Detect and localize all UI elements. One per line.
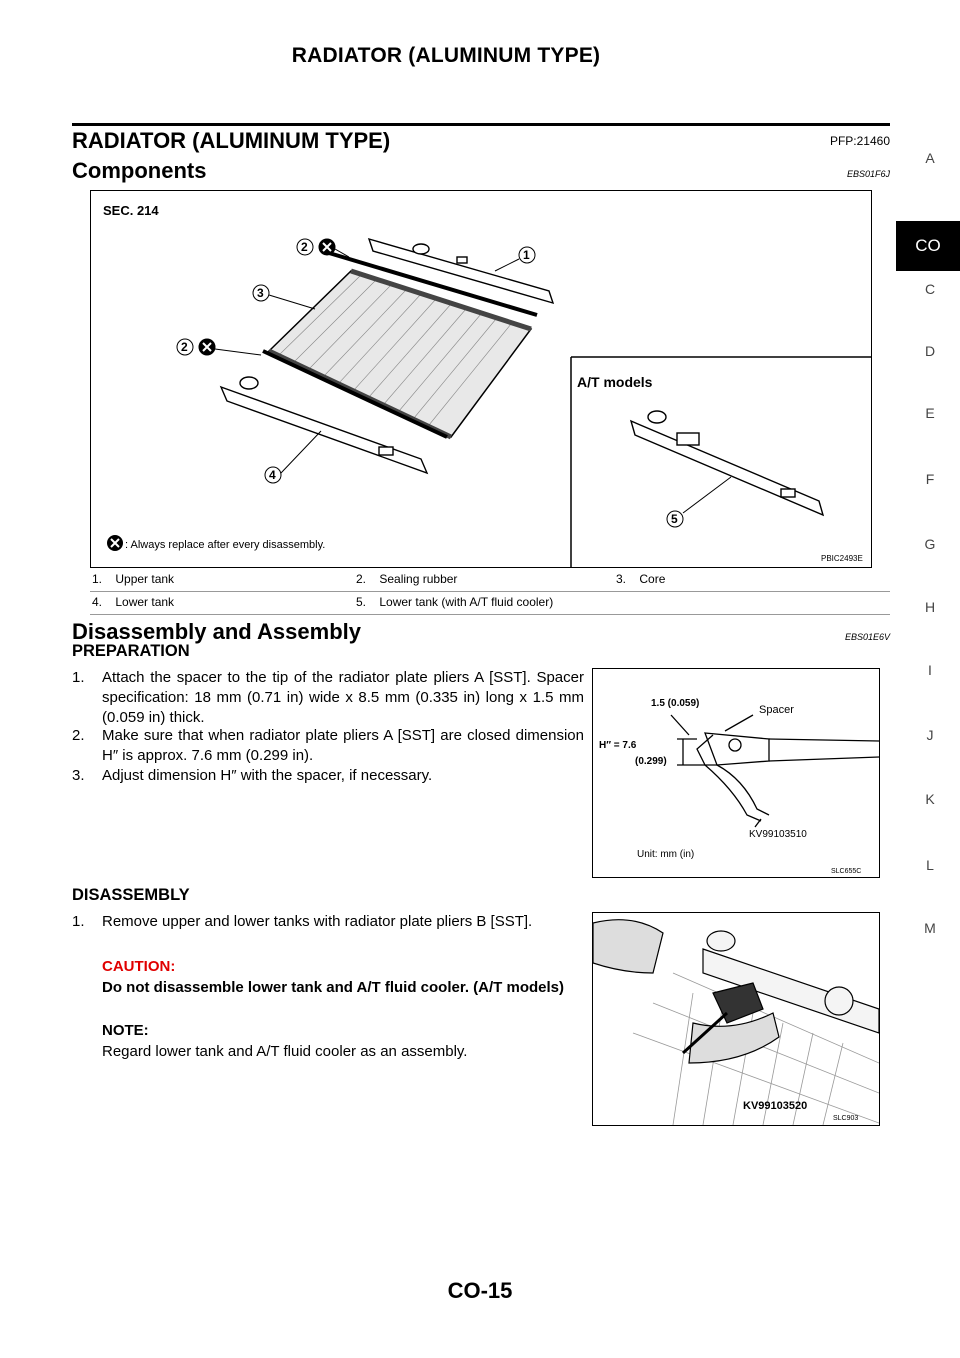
pliers-figure-id: SLC655C: [831, 868, 862, 875]
disassembly-assembly-heading: Disassembly and Assembly: [72, 619, 361, 644]
preparation-heading: PREPARATION: [72, 642, 190, 660]
spacer-label: Spacer: [759, 704, 794, 716]
radiator-core: [269, 271, 531, 437]
sidebar-index-a[interactable]: A: [925, 150, 935, 166]
pliers-figure: [592, 668, 880, 878]
caution-text: Do not disassemble lower tank and A/T fluid cooler. (A/T models): [102, 979, 565, 996]
h-dimension: H″ = 7.6: [599, 740, 637, 751]
caution-label: CAUTION:: [102, 958, 176, 975]
prep-step: 3. Adjust dimension H″ with the spacer, if necessary.: [72, 767, 433, 784]
sidebar-index-g[interactable]: G: [924, 536, 936, 552]
disassembly-drawing: [593, 913, 879, 1125]
sidebar-index-d[interactable]: D: [924, 343, 936, 359]
sidebar-index-k[interactable]: K: [925, 791, 935, 807]
sidebar-index-e[interactable]: E: [925, 405, 935, 421]
sidebar-index-j[interactable]: J: [926, 727, 934, 743]
sidebar-index-f[interactable]: F: [925, 471, 935, 487]
callout-3-text: 3: [257, 286, 264, 300]
components-figure: [90, 190, 872, 568]
note-label: NOTE:: [102, 1022, 149, 1039]
components-figure-id: PBIC2493E: [821, 554, 863, 563]
disassembly-assembly-code: EBS01E6V: [844, 632, 890, 642]
disassembly-figure-id: SLC903: [833, 1115, 859, 1122]
legend-item: 1. Upper tank: [92, 572, 175, 586]
pfp-code: PFP:21460: [829, 134, 890, 148]
pliers-drawing: [593, 669, 879, 877]
spacer-dimension: 1.5 (0.059): [651, 698, 700, 709]
h-dimension-inch: (0.299): [635, 756, 667, 767]
sidebar-index-m[interactable]: M: [924, 920, 936, 936]
sidebar-index-c[interactable]: C: [924, 281, 936, 297]
unit-label: Unit: mm (in): [637, 849, 695, 860]
components-legend: [92, 572, 890, 620]
tool-number-b: KV99103520: [743, 1100, 808, 1112]
legend-divider: [90, 591, 890, 592]
legend-item: 5. Lower tank (with A/T fluid cooler): [356, 595, 554, 609]
prep-step: 2. Make sure that when radiator plate pliers A [SST] are closed dimension H″ is approx. 7.6 mm (0.299 in).: [72, 727, 584, 764]
replace-note: [107, 535, 325, 551]
legend-item: 2. Sealing rubber: [356, 572, 458, 586]
legend-divider: [90, 614, 890, 615]
callout-4-text: 4: [269, 468, 276, 482]
sidebar-index-l[interactable]: L: [926, 857, 934, 873]
header-rule: [72, 123, 890, 126]
components-drawing: [91, 191, 871, 567]
sidebar-index-i[interactable]: I: [928, 662, 932, 678]
running-header: RADIATOR (ALUMINUM TYPE): [291, 44, 601, 67]
replace-note-text: : Always replace after every disassembly.: [125, 539, 326, 551]
section-title: RADIATOR (ALUMINUM TYPE): [72, 128, 391, 153]
disassembly-step: 1. Remove upper and lower tanks with radiator plate pliers B [SST].: [72, 913, 533, 930]
disassembly-heading: DISASSEMBLY: [72, 886, 190, 904]
pliers-outline: [671, 715, 879, 827]
components-code: EBS01F6J: [846, 169, 890, 179]
page-number: CO-15: [447, 1278, 513, 1303]
sidebar-index-co[interactable]: CO: [896, 221, 960, 271]
disassembly-figure: [592, 912, 880, 1126]
prep-step: 1. Attach the spacer to the tip of the radiator plate pliers A [SST]. Spacer specification: 18 mm (0.71 in) wide x 8.5 mm (0.335 in) long x 1.5 mm (0.059 in) thick.: [72, 669, 584, 726]
callout-1-text: 1: [523, 248, 530, 262]
legend-item: 3. Core: [616, 572, 666, 586]
sec-label: SEC. 214: [103, 203, 159, 218]
sidebar-index-h[interactable]: H: [924, 599, 936, 615]
at-models-label: A/T models: [577, 374, 653, 390]
components-heading: Components: [72, 158, 207, 183]
lower-tank-at: [631, 411, 823, 515]
legend-item: 4. Lower tank: [92, 595, 175, 609]
replace-icon-a: [319, 239, 335, 255]
callout-5-text: 5: [671, 512, 678, 526]
replace-icon-b: [199, 339, 215, 355]
callout-2b-text: 2: [181, 340, 188, 354]
callout-2a-text: 2: [301, 240, 308, 254]
tool-number: KV99103510: [749, 829, 807, 840]
at-models-panel: [571, 357, 871, 567]
note-text: Regard lower tank and A/T fluid cooler as an assembly.: [102, 1043, 468, 1060]
